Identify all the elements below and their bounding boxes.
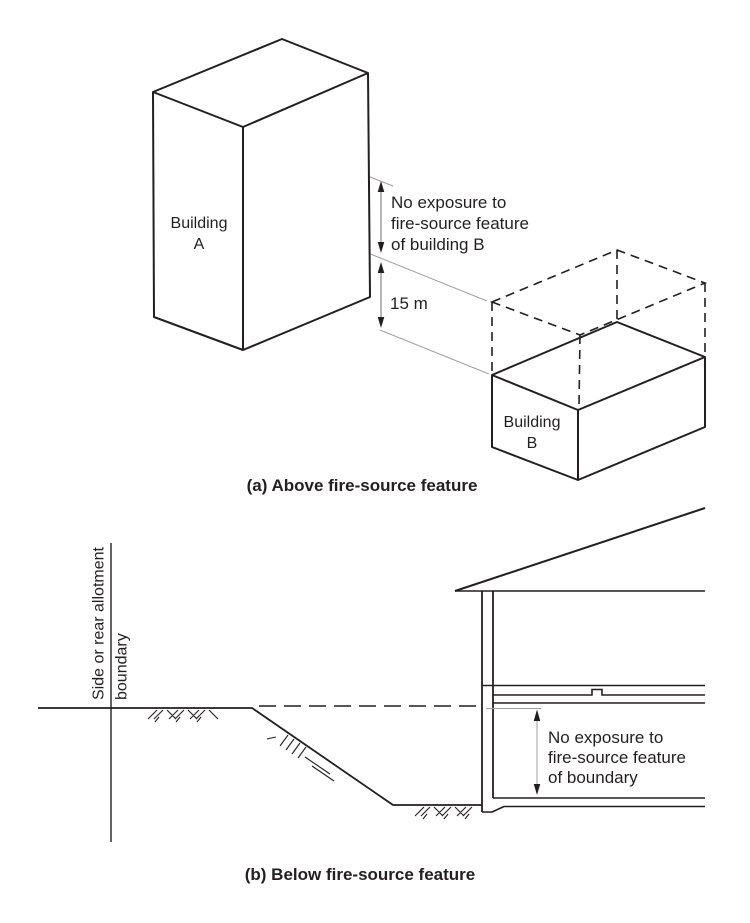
building-a-label-line2: A [193,236,205,253]
caption-b: (b) Below fire-source feature [244,865,476,884]
annotation-a-line2: fire-source feature [391,214,529,233]
boundary-label-line1: Side or rear allotment [90,547,108,700]
caption-a: (a) Above fire-source feature [246,476,478,495]
annotation-b-line1: No exposure to [548,728,664,747]
annotation-a-line1: No exposure to [391,193,507,212]
boundary-label-line2: boundary [113,633,131,700]
building-b-label-line2: B [526,435,538,452]
annotation-a-line3: of building B [391,235,485,254]
building-b-label-line1: Building [503,414,561,431]
annotation-b-line3: of boundary [548,768,638,787]
building-a-label-line1: Building [170,215,228,232]
dimension-a-value: 15 m [390,294,428,313]
annotation-b-line2: fire-source feature [548,748,686,767]
